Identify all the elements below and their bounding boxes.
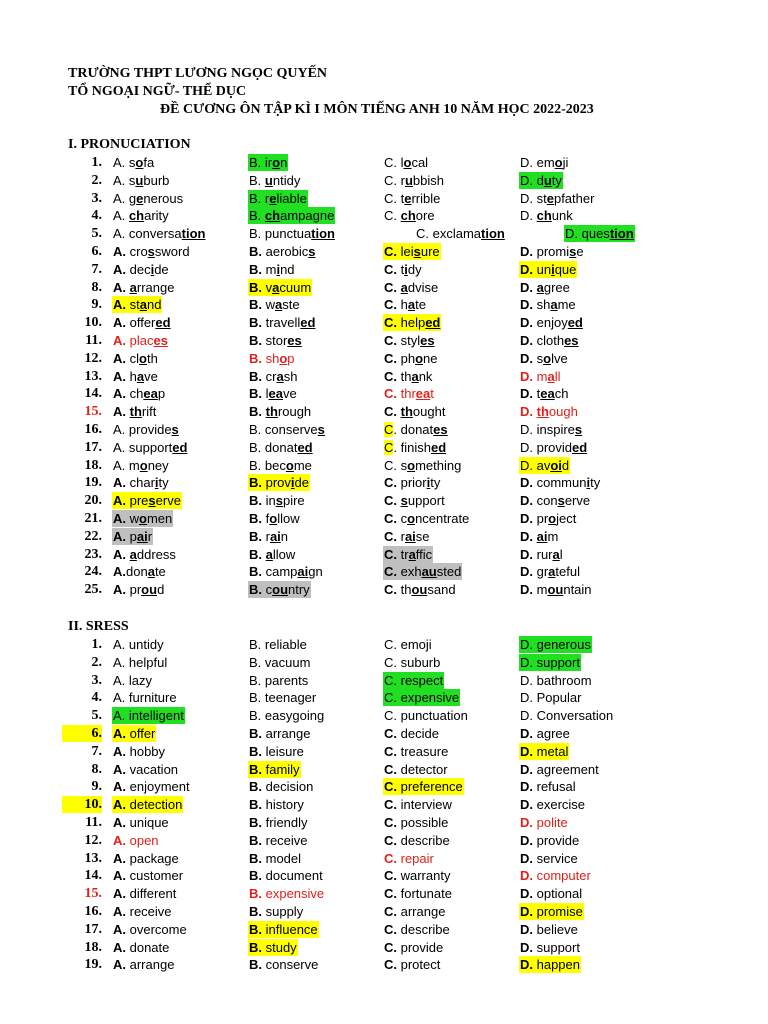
answer-option-a: A. open [113, 832, 159, 848]
question-number: 19. [84, 957, 102, 973]
question-row [0, 796, 768, 813]
question-row [0, 243, 768, 260]
answer-option-c: C. helped [384, 315, 441, 331]
answer-option-a: A. offer [113, 726, 156, 741]
answer-option-d: D. believe [520, 921, 578, 937]
question-number: 13. [84, 368, 102, 384]
answer-option-c: C. preference [384, 779, 463, 795]
question-row [0, 154, 768, 171]
question-row [0, 546, 768, 563]
answer-option-b: B. travelled [249, 315, 316, 331]
answer-option-b: B. conserves [249, 422, 325, 437]
question-row [0, 689, 768, 706]
answer-option-a: A. unique [113, 815, 169, 830]
question-row [0, 761, 768, 778]
question-number: 11. [85, 333, 102, 348]
answer-option-b: B. punctuation [249, 226, 335, 242]
answer-option-d: D. though [520, 404, 578, 420]
question-row [0, 190, 768, 207]
question-number: 22. [84, 528, 102, 544]
question-number: 12. [84, 350, 102, 366]
answer-option-a: A. money [113, 457, 169, 473]
answer-option-b: B. parents [249, 672, 309, 688]
answer-option-d: D. support [520, 939, 580, 955]
question-row [0, 636, 768, 653]
answer-option-b: B. reliable [249, 637, 307, 652]
answer-option-b: B. allow [249, 546, 296, 562]
answer-option-a: A. generous [113, 190, 184, 206]
question-row [0, 867, 768, 884]
answer-option-c: C. thousand [384, 582, 456, 598]
question-number: 17. [84, 439, 102, 455]
answer-option-c: C. describe [384, 921, 450, 937]
question-number: 4. [91, 208, 102, 224]
answer-option-b: B. conserve [249, 957, 319, 973]
answer-option-b: B. arrange [249, 726, 311, 741]
question-number: 3. [91, 190, 102, 206]
answer-option-c: C. something [384, 457, 462, 473]
answer-option-a: A. hobby [113, 743, 166, 759]
answer-option-c: C. fortunate [384, 886, 452, 902]
answer-option-c: C. respect [384, 672, 444, 688]
question-row [0, 261, 768, 278]
answer-option-d: D. project [520, 511, 577, 526]
answer-option-a: A. places [113, 333, 168, 348]
question-number: 16. [84, 904, 102, 919]
answer-option-c: C. leisure [384, 244, 440, 259]
answer-option-b: B. rain [249, 528, 289, 544]
answer-option-c: C. describe [384, 832, 450, 848]
answer-option-d: D. clothes [520, 333, 579, 348]
answer-option-c: C. terrible [384, 190, 441, 206]
school-name: TRƯỜNG THPT LƯƠNG NGỌC QUYẾN [68, 66, 328, 81]
question-number: 2. [91, 654, 102, 670]
answer-option-c: C. exclamation [416, 226, 505, 242]
question-number: 7. [91, 261, 102, 277]
answer-option-d: D. chunk [520, 208, 573, 224]
answer-option-b: B. vacuum [249, 279, 312, 295]
answer-option-a: A. arrange [113, 279, 175, 295]
question-number: 4. [91, 690, 102, 706]
question-row [0, 314, 768, 331]
answer-option-b: B. become [249, 457, 312, 473]
answer-option-c: C. hate [384, 297, 426, 313]
answer-option-c: C. concentrate [384, 511, 470, 526]
question-row [0, 207, 768, 224]
answer-option-a: A. arrange [113, 957, 175, 973]
answer-option-d: D. conserve [520, 493, 591, 509]
question-number: 1. [91, 155, 102, 170]
answer-option-b: B. leisure [249, 743, 304, 759]
question-number: 5. [91, 226, 102, 242]
answer-option-b: B. model [249, 850, 302, 866]
answer-option-a: A. pair [113, 528, 153, 544]
answer-option-b: B. provide [249, 475, 309, 491]
answer-option-a: A. proud [113, 582, 165, 598]
answer-option-b: B. history [249, 797, 304, 813]
answer-option-b: B. vacuum [249, 654, 311, 670]
answer-option-d: D. inspires [520, 422, 583, 437]
answer-option-c: C. phone [384, 350, 438, 366]
question-row [0, 885, 768, 902]
answer-option-a: A. lazy [113, 672, 153, 688]
question-row [0, 403, 768, 420]
answer-option-a: A. cloth [113, 350, 158, 366]
question-row [0, 492, 768, 509]
answer-option-a: A. untidy [113, 637, 164, 652]
question-row [0, 225, 768, 242]
question-row [0, 457, 768, 474]
question-number: 8. [91, 279, 102, 295]
answer-option-c: C. warranty [384, 868, 451, 884]
question-row [0, 832, 768, 849]
answer-option-b: B. decision [249, 779, 314, 795]
answer-option-b: B. mind [249, 261, 295, 277]
answer-option-a: A. overcome [113, 921, 187, 937]
answer-option-d: D. happen [520, 957, 580, 973]
answer-option-d: D. avoid [520, 457, 570, 473]
answer-option-b: B. iron [249, 155, 288, 170]
answer-option-c: C. raise [384, 528, 430, 544]
answer-option-a: A. women [113, 511, 173, 526]
answer-option-a: A. donate [113, 939, 170, 955]
answer-option-d: D. agree [520, 726, 570, 741]
answer-option-d: D. optional [520, 886, 583, 902]
question-number: 23. [84, 546, 102, 562]
question-number: 14. [84, 386, 102, 402]
answer-option-a: A. furniture [113, 690, 177, 706]
answer-option-b: B. campaign [249, 564, 323, 580]
answer-option-c: C. tidy [384, 261, 422, 277]
answer-option-a: A. helpful [113, 654, 168, 670]
answer-option-d: D. support [520, 654, 580, 670]
answer-option-d: D. refusal [520, 779, 576, 795]
answer-option-b: B. expensive [249, 886, 325, 902]
answer-option-c: C. interview [384, 797, 452, 813]
question-row [0, 939, 768, 956]
question-number: 18. [84, 457, 102, 473]
answer-option-d: D. promise [520, 244, 584, 259]
question-row [0, 672, 768, 689]
answer-option-a: A. suburb [113, 172, 170, 188]
answer-option-a: A. enjoyment [113, 779, 190, 795]
question-number: 14. [84, 868, 102, 884]
answer-option-a: A. provides [113, 422, 179, 437]
answer-option-c: C. protect [384, 957, 441, 973]
question-row [0, 725, 768, 742]
answer-option-c: C. styles [384, 333, 435, 348]
answer-option-a: A. different [113, 886, 177, 902]
answer-option-c: C. thought [384, 404, 446, 420]
question-row [0, 581, 768, 598]
answer-option-c: C. local [384, 155, 429, 170]
answer-option-c: C. chore [384, 208, 435, 224]
answer-option-c: C. arrange [384, 904, 446, 919]
question-number: 16. [84, 422, 102, 437]
answer-option-a: A. receive [113, 904, 172, 919]
question-row [0, 439, 768, 456]
question-row [0, 778, 768, 795]
answer-option-c: C. finished [384, 439, 447, 455]
answer-option-d: D. question [565, 226, 634, 242]
answer-option-b: B. leave [249, 386, 297, 402]
answer-option-b: B. inspire [249, 493, 305, 509]
answer-option-c: C. donates [384, 422, 448, 437]
answer-option-d: D. mall [520, 368, 561, 384]
answer-option-c: C. threat [384, 386, 434, 402]
answer-option-d: D. provide [520, 832, 580, 848]
question-row [0, 563, 768, 580]
answer-option-c: C. advise [384, 279, 439, 295]
answer-option-a: A. stand [113, 297, 162, 313]
question-number: 19. [84, 475, 102, 491]
answer-option-b: B. easygoing [249, 708, 325, 724]
answer-option-b: B. crash [249, 368, 298, 384]
answer-option-b: B. follow [249, 511, 300, 526]
answer-option-c: C. traffic [384, 546, 433, 562]
answer-option-c: C. punctuation [384, 708, 468, 724]
question-number: 15. [84, 404, 102, 420]
answer-option-d: D. provided [520, 439, 588, 455]
answer-option-d: D. teach [520, 386, 569, 402]
question-number: 18. [84, 939, 102, 955]
question-row [0, 903, 768, 920]
answer-option-b: B. aerobics [249, 244, 316, 259]
question-number: 25. [84, 582, 102, 598]
question-row [0, 279, 768, 296]
question-number: 1. [91, 637, 102, 652]
answer-option-c: C. suburb [384, 654, 441, 670]
answer-option-d: D. aim [520, 528, 559, 544]
question-number: 24. [84, 564, 102, 580]
answer-option-b: B. reliable [249, 190, 307, 206]
answer-option-b: B. donated [249, 439, 313, 455]
answer-option-d: D. exercise [520, 797, 586, 813]
answer-option-d: D. computer [520, 868, 591, 884]
answer-option-c: C. expensive [384, 690, 460, 706]
answer-option-c: C. decide [384, 726, 439, 741]
answer-option-a: A. conversation [113, 226, 206, 242]
answer-option-a: A. intelligent [113, 708, 184, 724]
answer-option-b: B. through [249, 404, 312, 420]
question-number: 15. [84, 886, 102, 902]
question-number: 13. [84, 850, 102, 866]
question-row [0, 385, 768, 402]
answer-option-d: D. metal [520, 743, 569, 759]
question-number: 6. [91, 244, 102, 259]
answer-option-b: B. receive [249, 832, 308, 848]
question-row [0, 421, 768, 438]
answer-option-d: D. unique [520, 261, 577, 277]
answer-option-b: B. document [249, 868, 323, 884]
question-row [0, 743, 768, 760]
question-number: 21. [84, 511, 102, 526]
question-number: 12. [84, 832, 102, 848]
answer-option-a: A. sofa [113, 155, 155, 170]
question-row [0, 296, 768, 313]
answer-option-c: C. emoji [384, 637, 432, 652]
question-row [0, 528, 768, 545]
answer-option-d: D. duty [520, 172, 562, 188]
answer-option-b: B. friendly [249, 815, 308, 830]
answer-option-c: C. support [384, 493, 445, 509]
answer-option-c: C. provide [384, 939, 444, 955]
answer-option-b: B. waste [249, 297, 300, 313]
question-number: 8. [91, 761, 102, 777]
answer-option-d: D. Popular [520, 690, 582, 706]
question-row [0, 332, 768, 349]
answer-option-a: A.donate [113, 564, 166, 580]
answer-option-d: D. agreement [520, 761, 599, 777]
answer-option-d: D. Conversation [520, 708, 614, 724]
answer-option-b: B. stores [249, 333, 302, 348]
question-number: 2. [91, 172, 102, 188]
answer-option-a: A. offered [113, 315, 171, 331]
answer-option-c: C. priority [384, 475, 441, 491]
question-row [0, 921, 768, 938]
question-number: 6. [62, 725, 102, 742]
answer-option-b: B. supply [249, 904, 304, 919]
answer-option-d: D. polite [520, 815, 568, 830]
question-row [0, 474, 768, 491]
question-number: 3. [91, 672, 102, 688]
section-title: II. SRESS [68, 619, 129, 634]
question-row [0, 850, 768, 867]
answer-option-d: D. stepfather [520, 190, 595, 206]
answer-option-d: D. bathroom [520, 672, 592, 688]
answer-option-b: B. family [249, 761, 300, 777]
answer-option-b: B. teenager [249, 690, 317, 706]
answer-option-a: A. crossword [113, 244, 190, 259]
answer-option-a: A. vacation [113, 761, 179, 777]
answer-option-c: C. detector [384, 761, 448, 777]
answer-option-d: D. grateful [520, 564, 580, 580]
answer-option-c: C. treasure [384, 743, 449, 759]
question-row [0, 350, 768, 367]
question-row [0, 654, 768, 671]
answer-option-a: A. cheap [113, 386, 166, 402]
answer-option-b: B. study [249, 939, 297, 955]
question-number: 5. [91, 708, 102, 724]
answer-option-b: B. country [249, 582, 310, 598]
question-number: 10. [62, 796, 102, 813]
question-row [0, 707, 768, 724]
question-row [0, 510, 768, 527]
answer-option-a: A. supported [113, 439, 188, 455]
answer-option-d: D. agree [520, 279, 570, 295]
answer-option-c: C. exhausted [384, 564, 462, 580]
answer-option-b: B. influence [249, 921, 318, 937]
answer-option-a: A. customer [113, 868, 184, 884]
answer-option-d: D. rural [520, 546, 563, 562]
answer-option-d: D. promise [520, 904, 583, 919]
answer-option-d: D. shame [520, 297, 576, 313]
answer-option-c: C. thank [384, 368, 433, 384]
answer-option-a: A. decide [113, 261, 169, 277]
answer-option-b: B. shop [249, 350, 295, 366]
answer-option-c: C. possible [384, 815, 449, 830]
answer-option-a: A. preserve [113, 493, 181, 509]
answer-option-a: A. detection [113, 797, 183, 813]
answer-option-d: D. enjoyed [520, 315, 583, 331]
answer-option-d: D. service [520, 850, 578, 866]
answer-option-a: A. address [113, 546, 176, 562]
answer-option-d: D. solve [520, 350, 568, 366]
question-number: 9. [91, 779, 102, 795]
document-title: ĐỀ CƯƠNG ÔN TẬP KÌ I MÔN TIẾNG ANH 10 NĂM HỌC 2022-2023 [160, 102, 594, 117]
question-number: 17. [84, 921, 102, 937]
question-number: 9. [91, 297, 102, 313]
department-name: TỔ NGOẠI NGỮ- THỂ DỤC [68, 84, 247, 99]
answer-option-a: A. charity [113, 475, 169, 491]
question-row [0, 368, 768, 385]
answer-option-c: C. rubbish [384, 172, 444, 188]
question-number: 20. [84, 493, 102, 509]
answer-option-a: A. charity [113, 208, 169, 224]
answer-option-c: C. repair [384, 850, 434, 866]
question-row [0, 956, 768, 973]
section-title: I. PRONUCIATION [68, 137, 191, 152]
question-number: 11. [85, 815, 102, 830]
answer-option-a: A. package [113, 850, 179, 866]
answer-option-a: A. have [113, 368, 158, 384]
question-row [0, 172, 768, 189]
question-number: 7. [91, 743, 102, 759]
answer-option-a: A. thrift [113, 404, 157, 420]
answer-option-b: B. untidy [249, 172, 301, 188]
answer-option-d: D. emoji [520, 155, 569, 170]
answer-option-b: B. champagne [249, 208, 335, 224]
answer-option-d: D. mountain [520, 582, 592, 598]
answer-option-d: D. generous [520, 637, 591, 652]
question-row [0, 814, 768, 831]
answer-option-d: D. community [520, 475, 601, 491]
question-number: 10. [84, 315, 102, 331]
